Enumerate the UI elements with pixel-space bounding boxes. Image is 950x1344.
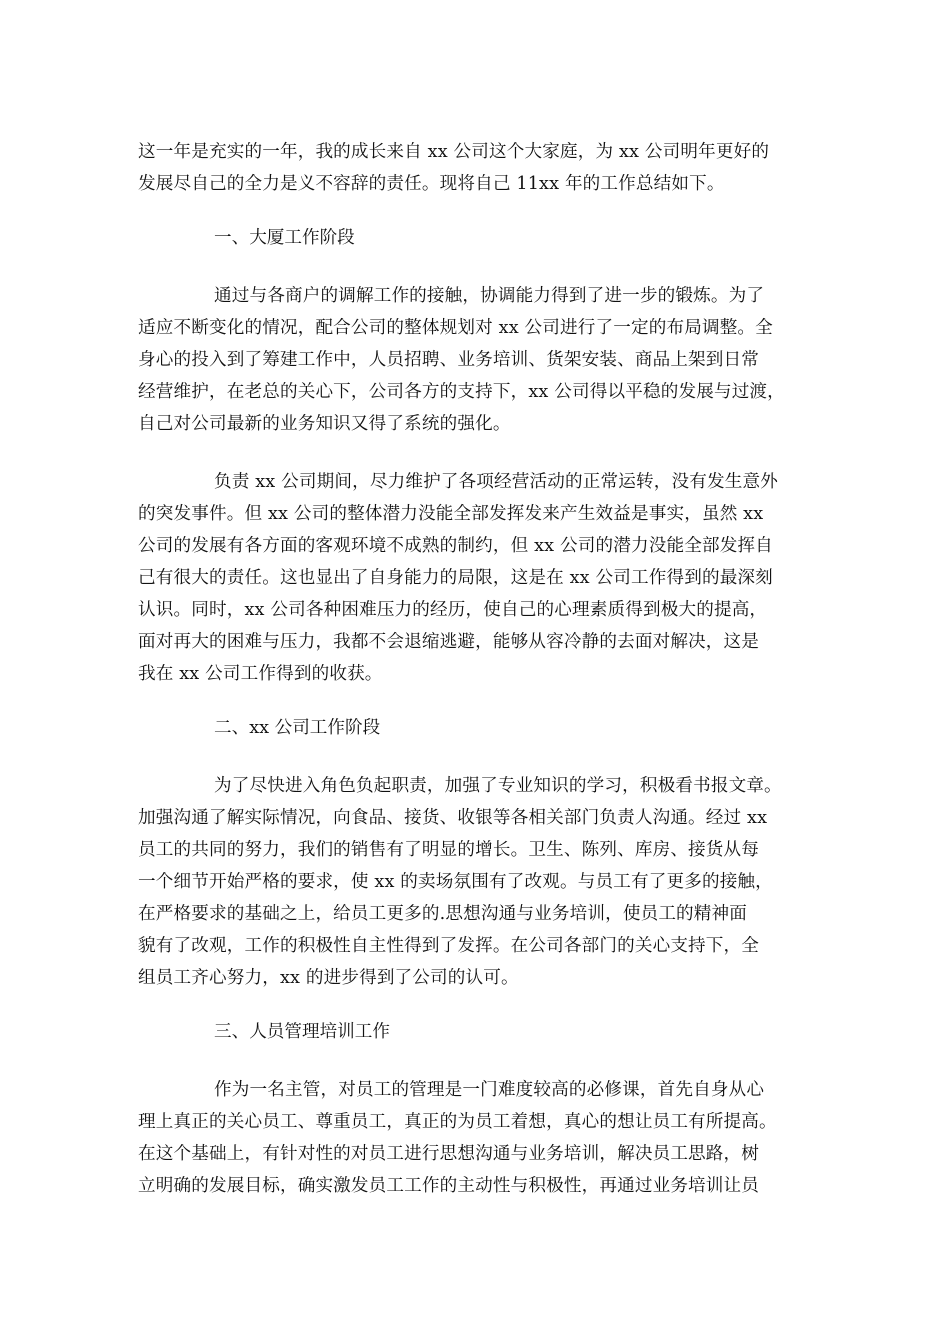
section-heading-1: 一、大厦工作阶段 [214,228,355,248]
section1-paragraph-1 [138,280,828,440]
section3-paragraph-1 [138,1074,828,1202]
text-line: 理上真正的关心员工、尊重员工，真正的为员工着想，真心的想让员工有所提高。 [138,1112,777,1132]
text-line: 在这个基础上，有针对性的对员工进行思想沟通与业务培训，解决员工思路，树 [138,1144,760,1164]
text-line: 己有很大的责任。这也显出了自身能力的局限，这是在 xx 公司工作得到的最深刻 [138,568,773,588]
text-line: 这一年是充实的一年，我的成长来自 xx 公司这个大家庭，为 xx 公司明年更好的 [138,142,770,162]
section-heading-3: 三、人员管理培训工作 [214,1022,390,1042]
text-line: 通过与各商户的调解工作的接触，协调能力得到了进一步的锻炼。为了 [214,286,765,306]
text-line: 立明确的发展目标，确实激发员工工作的主动性与积极性，再通过业务培训让员 [138,1176,760,1196]
text-line: 身心的投入到了筹建工作中，人员招聘、业务培训、货架安装、商品上架到日常 [138,350,760,370]
section-heading-2: 二、xx 公司工作阶段 [214,718,381,738]
text-line: 组员工齐心努力，xx 的进步得到了公司的认可。 [138,968,519,988]
text-line: 适应不断变化的情况，配合公司的整体规划对 xx 公司进行了一定的布局调整。全 [138,318,773,338]
text-line: 员工的共同的努力，我们的销售有了明显的增长。卫生、陈列、库房、接货从每 [138,840,760,860]
text-line: 面对再大的困难与压力，我都不会退缩逃避，能够从容冷静的去面对解决，这是 [138,632,760,652]
text-line: 的突发事件。但 xx 公司的整体潜力没能全部发挥发来产生效益是事实，虽然 xx [138,504,764,524]
text-line: 公司的发展有各方面的客观环境不成熟的制约，但 xx 公司的潜力没能全部发挥自 [138,536,773,556]
text-line: 为了尽快进入角色负起职责，加强了专业知识的学习，积极看书报文章。 [214,776,782,796]
text-line: 加强沟通了解实际情况，向食品、接货、收银等各相关部门负责人沟通。经过 xx [138,808,768,828]
text-line: 认识。同时，xx 公司各种困难压力的经历，使自己的心理素质得到极大的提高， [138,600,768,620]
text-line: 貌有了改观，工作的积极性自主性得到了发挥。在公司各部门的关心支持下，全 [138,936,760,956]
section1-paragraph-2 [138,466,828,690]
text-line: 在严格要求的基础之上，给员工更多的.思想沟通与业务培训，使员工的精神面 [138,904,748,924]
section2-paragraph-1 [138,770,828,994]
text-line: 一个细节开始严格的要求，使 xx 的卖场氛围有了改观。与员工有了更多的接触， [138,872,773,892]
text-line: 发展尽自己的全力是义不容辞的责任。现将自己 11xx 年的工作总结如下。 [138,174,725,194]
text-line: 自己对公司最新的业务知识又得了系统的强化。 [138,414,511,434]
text-line: 作为一名主管，对员工的管理是一门难度较高的必修课，首先自身从心 [214,1080,765,1100]
intro-paragraph [138,136,828,200]
text-line: 经营维护，在老总的关心下，公司各方的支持下，xx 公司得以平稳的发展与过渡， [138,382,785,402]
text-line: 我在 xx 公司工作得到的收获。 [138,664,383,684]
text-line: 负责 xx 公司期间，尽力维护了各项经营活动的正常运转，没有发生意外 [214,472,778,492]
document-body [138,136,828,1202]
